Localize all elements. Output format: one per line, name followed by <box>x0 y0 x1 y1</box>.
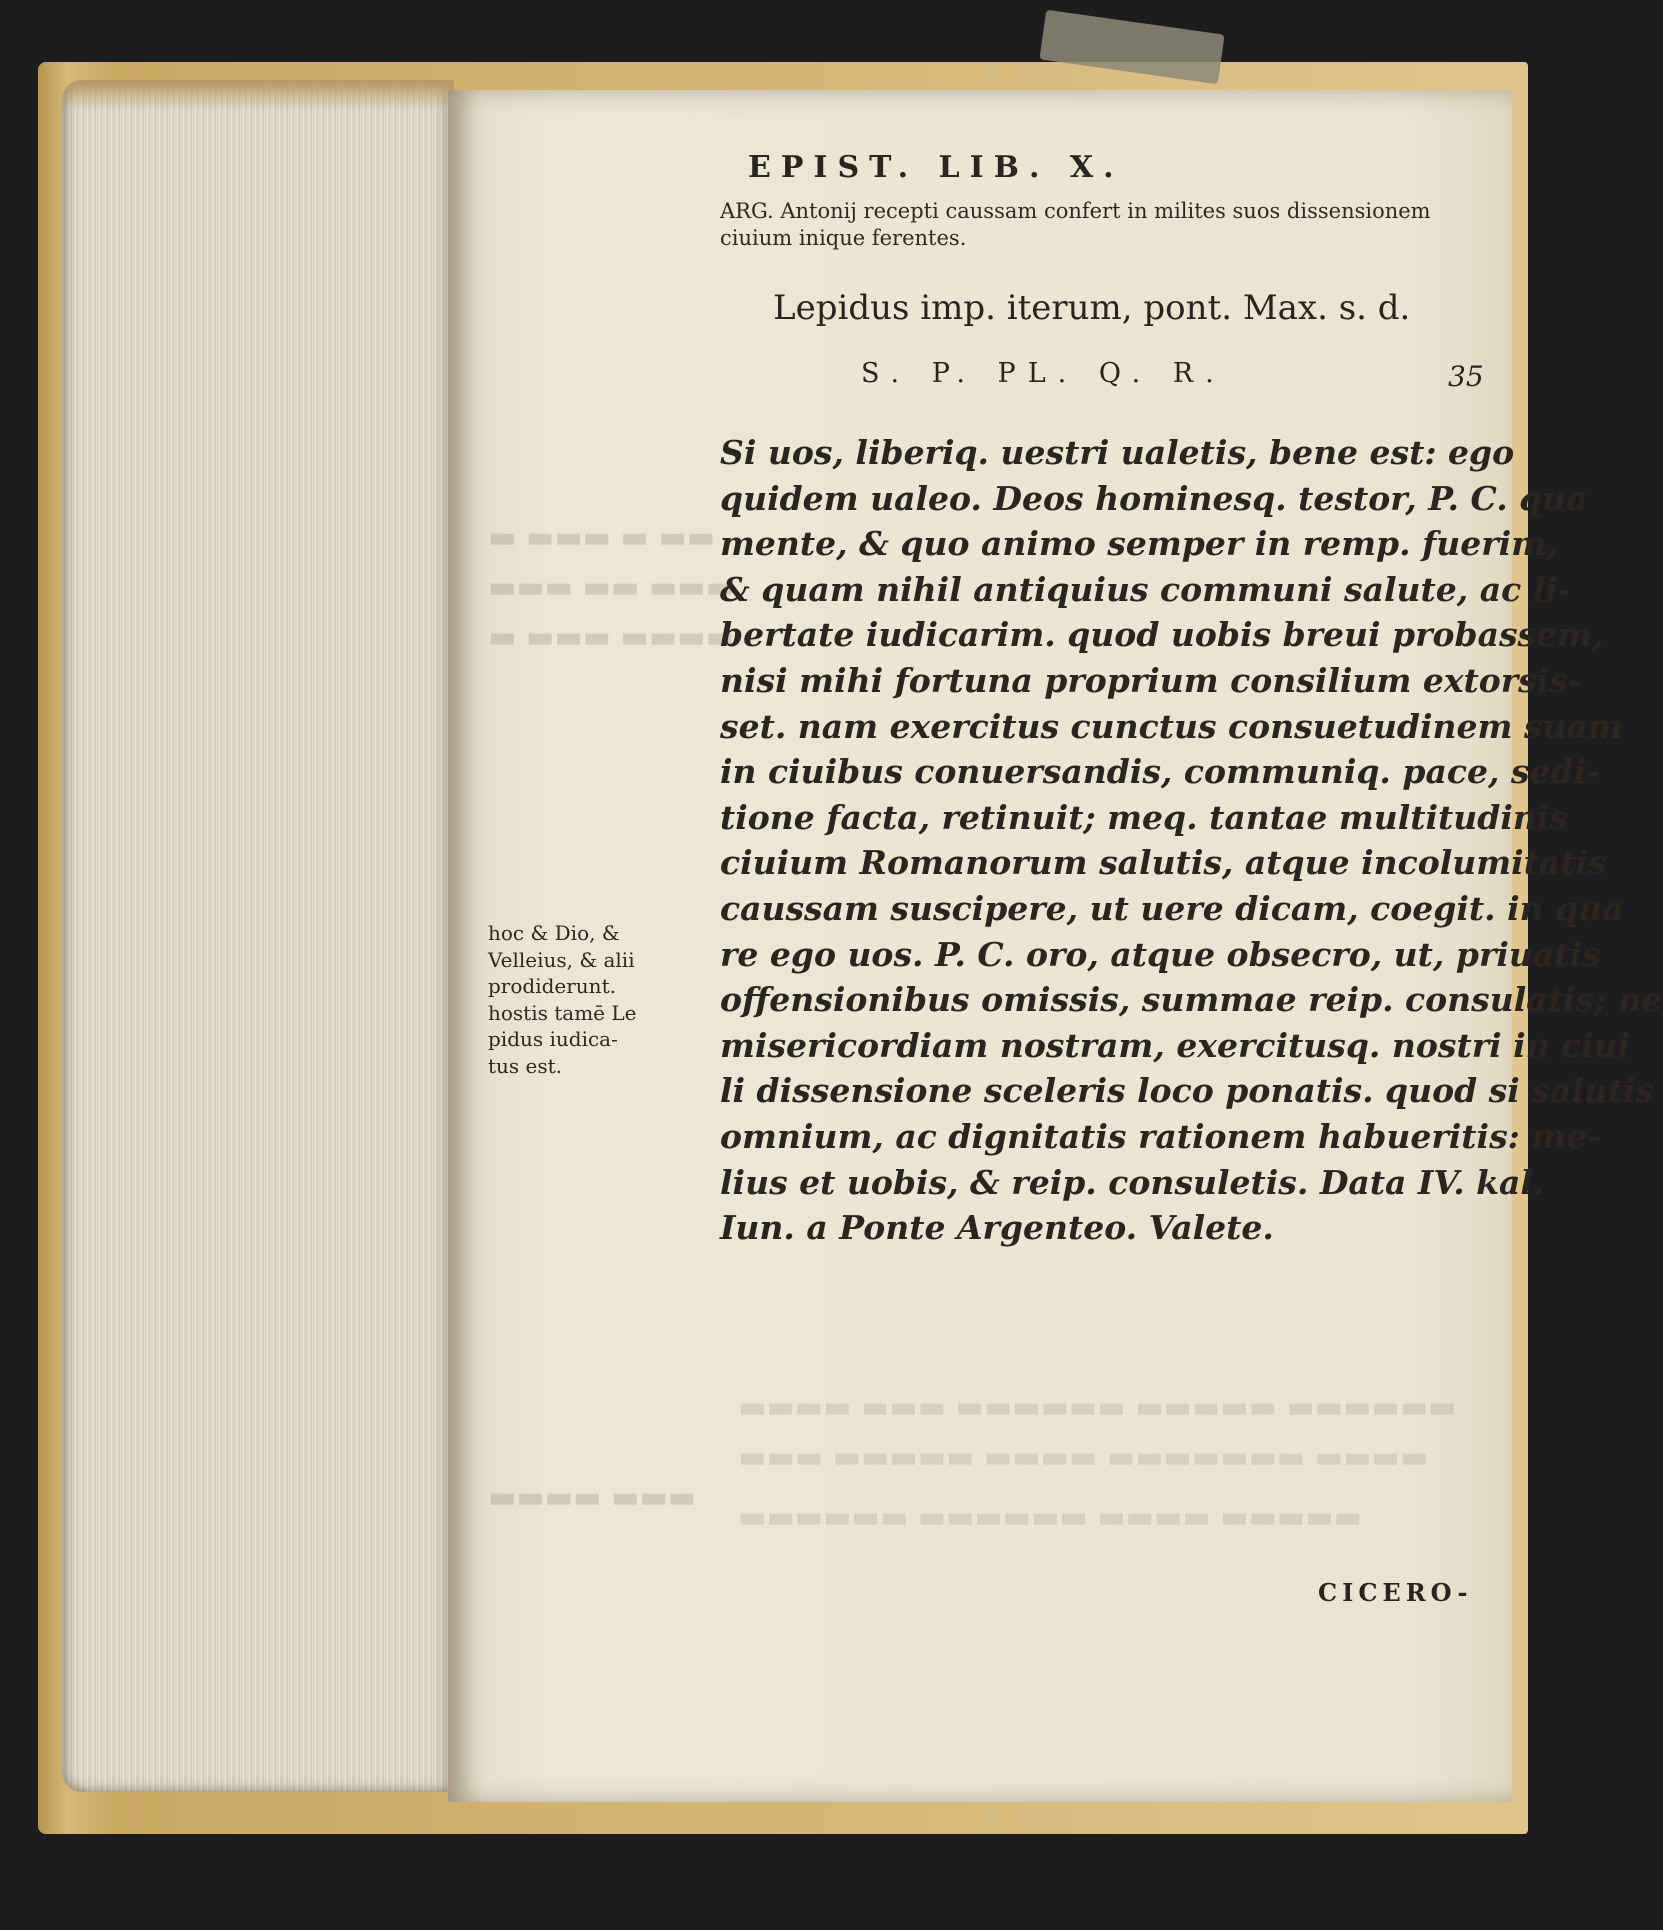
marginal-line: tus est. <box>488 1053 563 1078</box>
letter-body <box>720 430 1663 1251</box>
marginal-line: hoc & Dio, & <box>488 921 620 945</box>
body-line: tione facta, retinuit; meq. tantae multitudinis <box>720 797 1569 837</box>
body-line: in ciuibus conuersandis, communiq. pace, sedi- <box>720 752 1600 792</box>
body-line: bertate iudicarim. quod uobis breui probassem, <box>720 615 1604 655</box>
marginal-line: prodiderunt. <box>488 974 616 998</box>
letter-salutation: Lepidus imp. iterum, pont. Max. s. d. <box>773 288 1411 328</box>
body-line: omnium, ac dignitatis rationem habueritis: me- <box>720 1116 1601 1156</box>
body-line: ciuium Romanorum salutis, atque incolumitatis <box>720 843 1607 883</box>
marginal-line: hostis tamē Le <box>488 1000 637 1025</box>
body-line: set. nam exercitus cunctus consuetudinem suam <box>720 706 1623 746</box>
letter-argument: ARG. Antonij recepti caussam confert in milites suos dissensionem ciuium inique ferentes. <box>720 199 1431 250</box>
book-page <box>448 90 1663 1802</box>
body-line: Iun. a Ponte Argenteo. Valete. <box>720 1208 1274 1248</box>
show-through: ▬▬▬▬▬▬ ▬▬▬▬▬ ▬▬▬▬▬▬ ▬▬▬ ▬▬▬▬ <box>738 1390 1457 1425</box>
body-line: lius et uobis, & reip. consuletis. Data IV. kal. <box>720 1162 1545 1202</box>
folio-number: 35 <box>1448 360 1484 393</box>
body-line: & quam nihil antiquius communi salute, ac li- <box>720 569 1572 609</box>
marginal-line: Velleius, & alii <box>488 947 635 972</box>
body-line: offensionibus omissis, summae reip. consulatis; ne <box>720 980 1663 1020</box>
show-through: ▬▬▬▬▬ ▬▬▬▬ ▬▬▬▬▬▬ ▬▬▬▬▬▬ <box>738 1500 1362 1535</box>
running-head: EPIST. LIB. X. <box>748 150 1124 185</box>
letter-addressee: S. P. PL. Q. R. <box>861 358 1226 389</box>
body-line: Si uos, liberiq. uestri ualetis, bene est: ego <box>720 433 1515 472</box>
catchword: CICERO- <box>1318 1578 1473 1607</box>
body-line: caussam suscipere, ut uere dicam, coegit. in qua <box>720 888 1624 928</box>
body-line: quidem ualeo. Deos hominesq. testor, P. C. qua <box>720 478 1588 518</box>
body-line: li dissensione sceleris loco ponatis. quod si salutis <box>720 1071 1655 1111</box>
body-line: mente, & quo animo semper in remp. fuerim, <box>720 524 1558 564</box>
show-through: ▬▬ ▬ ▬▬▬ ▬ <box>488 520 716 555</box>
page-edges <box>62 80 454 1792</box>
show-through: ▬▬▬ ▬▬▬▬ <box>488 1480 696 1515</box>
marginal-line: pidus iudica- <box>488 1027 618 1051</box>
show-through: ▬▬▬ ▬▬ ▬▬▬ <box>488 570 734 605</box>
body-line: nisi mihi fortuna proprium consilium extorsis- <box>720 660 1582 700</box>
body-line: re ego uos. P. C. oro, atque obsecro, ut, priuatis <box>720 934 1601 974</box>
show-through: ▬▬▬▬ ▬▬▬ ▬ <box>488 620 734 655</box>
marginal-note <box>488 920 698 1079</box>
show-through: ▬▬▬▬ ▬▬▬▬▬▬▬ ▬▬▬▬ ▬▬▬▬▬ ▬▬▬ <box>738 1440 1429 1475</box>
body-line: misericordiam nostram, exercitusq. nostri in ciui <box>720 1025 1631 1065</box>
